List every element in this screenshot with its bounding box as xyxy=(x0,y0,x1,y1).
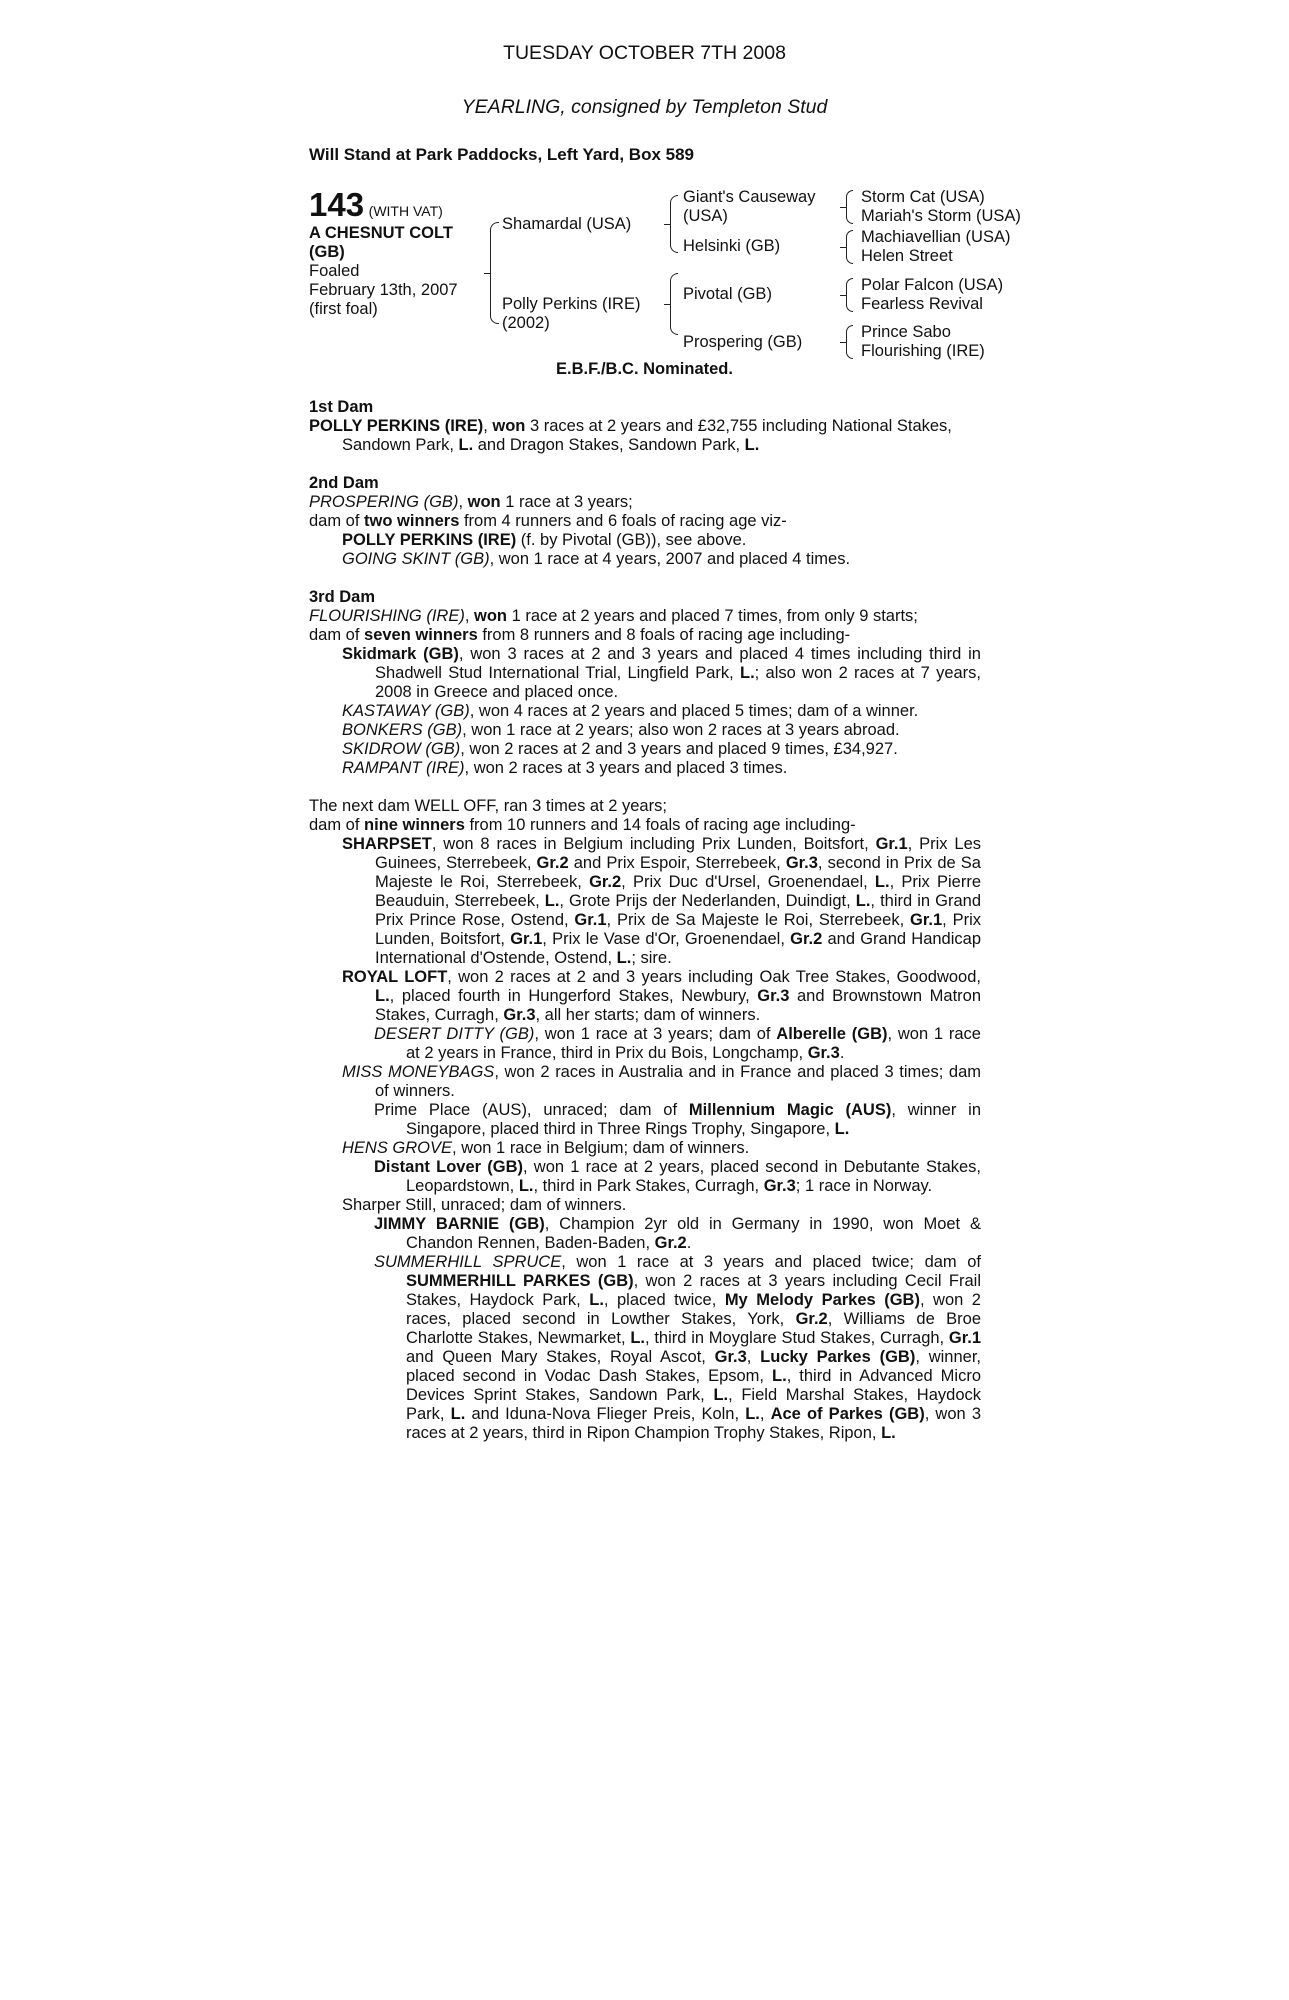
second-dam-entry: PROSPERING (GB), won 1 race at 3 years; xyxy=(309,493,633,511)
pedigree-ddd: Flourishing (IRE) xyxy=(861,342,985,360)
second-dam-heading: 2nd Dam xyxy=(309,474,379,492)
list-item: GOING SKINT (GB), won 1 race at 4 years, 2007 and placed 4 times. xyxy=(342,550,851,568)
list-item: KASTAWAY (GB), won 4 races at 2 years and placed 5 times; dam of a winner. xyxy=(342,702,919,720)
list-item: Sharper Still, unraced; dam of winners. xyxy=(342,1196,627,1214)
list-item: POLLY PERKINS (IRE) (f. by Pivotal (GB)), see above. xyxy=(342,531,747,549)
second-dam-produce: dam of two winners from 4 runners and 6 foals of racing age viz- xyxy=(309,512,787,530)
foaled-label: Foaled xyxy=(309,262,360,280)
pedigree-sdd: Helen Street xyxy=(861,247,953,265)
third-dam-heading: 3rd Dam xyxy=(309,588,376,606)
nomination-note: E.B.F./B.C. Nominated. xyxy=(556,360,733,378)
pedigree-brace-ss xyxy=(846,190,853,224)
list-item: BONKERS (GB), won 1 race at 2 years; also won 2 races at 3 years abroad. xyxy=(342,721,900,739)
list-item: Prime Place (AUS), unraced; dam of Millennium Magic (AUS), winner in Singapore, placed third in Three Rings Trophy, Singapore, L. xyxy=(374,1101,982,1138)
first-foal-note: (first foal) xyxy=(309,300,378,318)
third-dam-entry: FLOURISHING (IRE), won 1 race at 2 years and placed 7 times, from only 9 starts; xyxy=(309,607,918,625)
pedigree-dam-year: (2002) xyxy=(502,314,550,332)
third-dam-produce: dam of seven winners from 8 runners and 8 foals of racing age including- xyxy=(309,626,851,644)
pedigree-sds: Machiavellian (USA) xyxy=(861,228,1011,246)
pedigree-brace-dd xyxy=(846,325,853,359)
list-item: Distant Lover (GB), won 1 race at 2 years, placed second in Debutante Stakes, Leopardstown, L., third in Park Stakes, Curragh, Gr.3; 1 race in Norway. xyxy=(374,1158,982,1195)
pedigree-ss: Giant's Causeway xyxy=(683,188,816,206)
stand-location: Will Stand at Park Paddocks, Left Yard, Box 589 xyxy=(309,145,694,164)
lot-number: 143 xyxy=(309,186,365,223)
pedigree-sd: Helsinki (GB) xyxy=(683,237,781,255)
vat-note: (WITH VAT) xyxy=(368,203,443,219)
list-item: JIMMY BARNIE (GB), Champion 2yr old in Germany in 1990, won Moet & Chandon Rennen, Baden-Baden, Gr.2. xyxy=(374,1215,982,1252)
list-item: RAMPANT (IRE), won 2 races at 3 years and placed 3 times. xyxy=(342,759,788,777)
first-dam-entry: POLLY PERKINS (IRE), won 3 races at 2 years and £32,755 including National Stakes, Sandown Park, L. and Dragon Stakes, Sandown Park, L. xyxy=(309,417,952,454)
pedigree-brace-dam xyxy=(670,273,678,335)
pedigree-dds: Prince Sabo xyxy=(861,323,951,341)
pedigree-ssd: Mariah's Storm (USA) xyxy=(861,207,1021,225)
first-dam-heading: 1st Dam xyxy=(309,398,374,416)
list-item: SHARPSET, won 8 races in Belgium including Prix Lunden, Boitsfort, Gr.1, Prix Les Guinees, Sterrebeek, Gr.2 and Prix Espoir, Sterrebeek, Gr.3, second in Prix de Sa Majeste le Roi, Sterrebeek, Gr.2, Prix Duc d'Ursel, Groenendael, L., Prix Pierre Beauduin, Sterrebeek, L., Grote Prijs der Nederlanden, Duindigt, L., third in Grand Prix Prince Rose, Ostend, Gr.1, Prix de Sa Majeste le Roi, Sterrebeek, Gr.1, Prix Lunden, Boitsfort, Gr.1, Prix le Vase d'Or, Groenendael, Gr.2 and Grand Handicap International d'Ostende, Ostend, L.; sire. xyxy=(342,835,982,967)
third-dam-section xyxy=(309,588,981,778)
pedigree-sss: Storm Cat (USA) xyxy=(861,188,985,206)
pedigree-ss-country: (USA) xyxy=(683,207,728,225)
sale-date: TUESDAY OCTOBER 7TH 2008 xyxy=(503,42,786,64)
pedigree-dsd: Fearless Revival xyxy=(861,295,983,313)
pedigree-ds: Pivotal (GB) xyxy=(683,285,772,303)
pedigree-dss: Polar Falcon (USA) xyxy=(861,276,1004,294)
next-dam-entry: The next dam WELL OFF, ran 3 times at 2 years; xyxy=(309,797,667,815)
consignment-line: YEARLING, consigned by Templeton Stud xyxy=(461,96,828,118)
next-dam-produce: dam of nine winners from 10 runners and 14 foals of racing age including- xyxy=(309,816,856,834)
list-item: MISS MONEYBAGS, won 2 races in Australia and in France and placed 3 times; dam of winners. xyxy=(342,1063,981,1100)
list-item: SUMMERHILL SPRUCE, won 1 race at 3 years and placed twice; dam of SUMMERHILL PARKES (GB), won 2 races at 3 years including Cecil Frail Stakes, Haydock Park, L., placed twice, My Melody Parkes (GB), won 2 races, placed second in Lowther Stakes, York, Gr.2, Williams de Broe Charlotte Stakes, Newmarket, L., third in Moyglare Stud Stakes, Curragh, Gr.1 and Queen Mary Stakes, Royal Ascot, Gr.3, Lucky Parkes (GB), winner, placed second in Vodac Dash Stakes, Epsom, L., third in Advanced Micro Devices Sprint Stakes, Sandown Park, L., Field Marshal Stakes, Haydock Park, L. and Iduna-Nova Flieger Preis, Koln, L., Ace of Parkes (GB), won 3 races at 2 years, third in Ripon Champion Trophy Stakes, Ripon, L. xyxy=(374,1253,982,1442)
second-dam-section xyxy=(309,474,981,569)
foaled-date: February 13th, 2007 xyxy=(309,281,458,299)
lot-info xyxy=(309,188,459,319)
first-dam-section xyxy=(309,398,981,455)
list-item: Skidmark (GB), won 3 races at 2 and 3 years and placed 4 times including third in Shadwell Stud International Trial, Lingfield Park, L.; also won 2 races at 7 years, 2008 in Greece and placed once. xyxy=(342,645,981,701)
lot-description: A CHESNUT COLT xyxy=(309,224,453,242)
list-item: SKIDROW (GB), won 2 races at 2 and 3 years and placed 9 times, £34,927. xyxy=(342,740,898,758)
pedigree-sire: Shamardal (USA) xyxy=(502,215,632,233)
pedigree-brace-main xyxy=(490,222,499,324)
pedigree-dd: Prospering (GB) xyxy=(683,333,803,351)
next-dam-section xyxy=(309,797,981,1443)
pedigree-dam: Polly Perkins (IRE) xyxy=(502,295,641,313)
pedigree-brace-sire xyxy=(670,195,678,253)
pedigree-brace-sd xyxy=(846,230,853,264)
lot-description-country: (GB) xyxy=(309,243,345,261)
list-item: DESERT DITTY (GB), won 1 race at 3 years; dam of Alberelle (GB), won 1 race at 2 years in France, third in Prix du Bois, Longchamp, Gr.3. xyxy=(374,1025,981,1062)
pedigree-brace-ds xyxy=(846,278,853,312)
list-item: ROYAL LOFT, won 2 races at 2 and 3 years including Oak Tree Stakes, Goodwood, L., placed fourth in Hungerford Stakes, Newbury, Gr.3 and Brownstown Matron Stakes, Curragh, Gr.3, all her starts; dam of winners. xyxy=(342,968,981,1024)
list-item: HENS GROVE, won 1 race in Belgium; dam of winners. xyxy=(342,1139,750,1157)
